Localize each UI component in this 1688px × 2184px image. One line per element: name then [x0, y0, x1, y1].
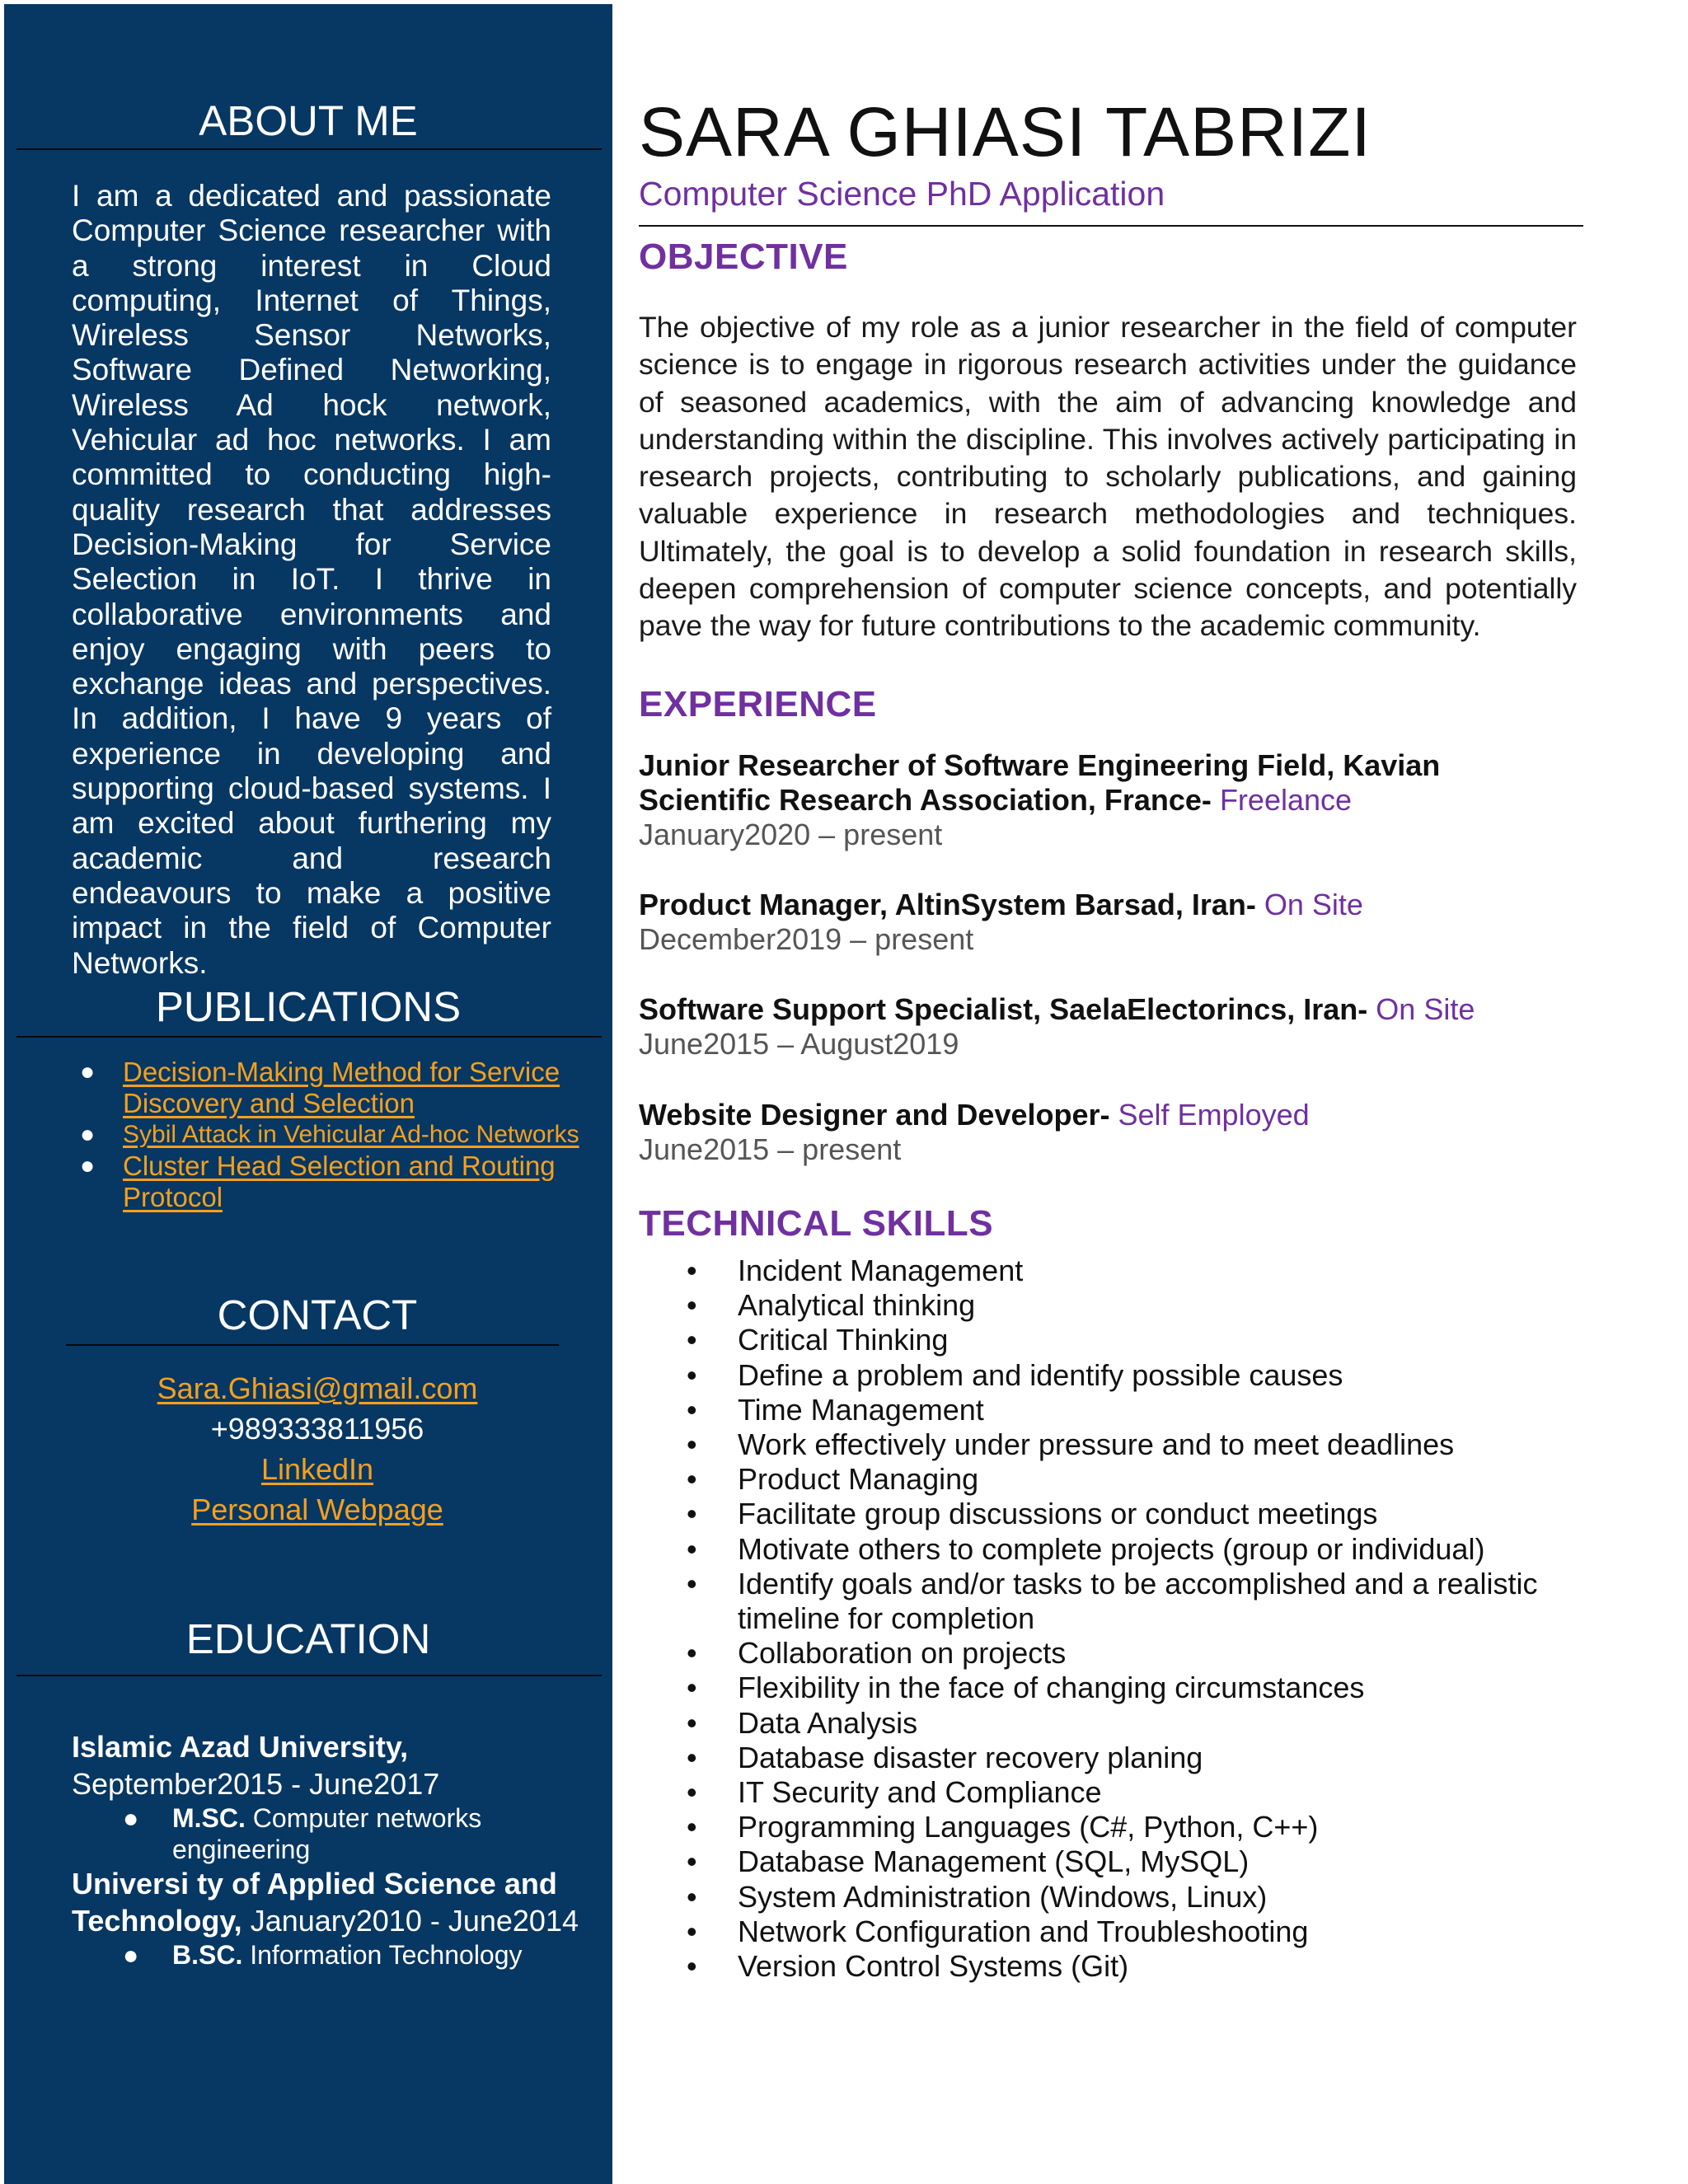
skill-item — [639, 1915, 1587, 1949]
experience-title: Junior Researcher of Software Engineering Field, Kavian Scientific Research Association, France- — [639, 748, 1441, 817]
skill-item — [639, 1880, 1587, 1915]
bullet-icon: ● — [123, 1940, 139, 1970]
publication-link[interactable]: Decision-Making Method for Service Discovery and Selection — [123, 1057, 560, 1118]
publications-heading: PUBLICATIONS — [155, 983, 462, 1030]
skill-label: Collaboration on projects — [738, 1636, 1067, 1671]
contact-heading: CONTACT — [217, 1291, 418, 1338]
bullet-icon: • — [687, 1810, 697, 1844]
education-dates: January2010 - June2014 — [250, 1904, 579, 1938]
publication-item — [72, 1151, 599, 1213]
bullet-icon: • — [687, 1914, 697, 1948]
bullet-icon: • — [687, 1392, 697, 1427]
skill-label: Programming Languages (C#, Python, C++) — [738, 1810, 1319, 1844]
publications-list — [72, 1057, 599, 1213]
skill-item — [639, 1810, 1587, 1844]
institution-name: Islamic Azad University, — [72, 1730, 409, 1764]
bullet-icon: • — [687, 1636, 697, 1671]
skill-label: IT Security and Compliance — [738, 1775, 1102, 1810]
skill-label: Time Management — [738, 1392, 984, 1427]
skill-label: Facilitate group discussions or conduct meetings — [738, 1497, 1378, 1531]
bullet-icon: • — [687, 1879, 697, 1914]
bullet-icon: • — [687, 1323, 697, 1357]
candidate-subtitle: Computer Science PhD Application — [639, 175, 1165, 213]
experience-dates: June2015 – present — [639, 1132, 902, 1166]
skill-item — [639, 1254, 1587, 1288]
experience-item — [639, 888, 1578, 957]
degree-field: Information Technology — [250, 1940, 523, 1970]
contact-block — [66, 1368, 569, 1530]
experience-type: Self Employed — [1118, 1098, 1310, 1132]
skill-label: Flexibility in the face of changing circumstances — [738, 1671, 1365, 1705]
skill-item — [639, 1358, 1587, 1393]
bullet-icon: • — [687, 1671, 697, 1705]
bullet-icon: • — [687, 1566, 697, 1601]
education-entry — [72, 1728, 616, 1865]
bullet-icon: • — [687, 1949, 697, 1984]
skills-list — [639, 1254, 1587, 1984]
experience-type: Freelance — [1219, 783, 1353, 817]
bullet-icon: • — [687, 1427, 697, 1462]
bullet-icon: • — [687, 1497, 697, 1531]
webpage-link[interactable]: Personal Webpage — [191, 1493, 443, 1526]
degree-line — [72, 1802, 616, 1865]
degree-name: M.SC. — [172, 1803, 246, 1833]
skill-label: Define a problem and identify possible causes — [738, 1357, 1343, 1392]
objective-text: The objective of my role as a junior researcher in the field of computer science is to engage in rigorous research activities under the guidance of seasoned academics, with the aim of advancing knowledge and understanding within the discipline. This involves actively participating in research projects, contributing to scholarly publications, and gaining valuable experience in research methodologies and techniques. Ultimately, the goal is to develop a solid foundation in research skills, deepen comprehension of computer science concepts, and potentially pave the way for future contributions to the academic community. — [639, 311, 1577, 643]
education-divider — [16, 1675, 602, 1676]
publication-item — [72, 1119, 599, 1151]
bullet-icon: • — [687, 1705, 697, 1740]
skill-label: Incident Management — [738, 1254, 1024, 1287]
candidate-name: SARA GHIASI TABRIZI — [639, 93, 1372, 171]
education-entry — [72, 1865, 616, 1971]
about-heading: ABOUT ME — [199, 97, 418, 144]
title-divider — [639, 225, 1583, 227]
bullet-icon: • — [687, 1740, 697, 1774]
skill-item — [639, 1567, 1587, 1636]
experience-item — [639, 1098, 1578, 1167]
bullet-icon: • — [687, 1531, 697, 1566]
skill-label: Database disaster recovery planing — [738, 1740, 1203, 1774]
bullet-icon: • — [687, 1254, 697, 1287]
institution-name: Universi ty of Applied Science and — [72, 1867, 557, 1900]
education-dates: September2015 - June2017 — [72, 1767, 440, 1801]
skill-item — [639, 1844, 1587, 1879]
education-heading: EDUCATION — [185, 1615, 431, 1662]
skill-label: Critical Thinking — [738, 1323, 949, 1357]
degree-line — [72, 1939, 616, 1971]
experience-item — [639, 748, 1578, 852]
bullet-icon: ● — [80, 1121, 96, 1148]
about-text: I am a dedicated and passionate Computer Science researcher with a strong interest in Cloud computing, Internet of Things, Wireless Sensor Networks, Software Defined Networking, Wireless Ad hock network, Vehicular ad hoc networks. I am committed to conducting high-quality research that addresses Decision-Making for Service Selection in IoT. I thrive in collaborative environments and enjoy engaging with peers to exchange ideas and perspectives. In addition, I have 9 years of experience in developing and supporting cloud-based systems. I am excited about furthering my academic and research endeavours to make a positive impact in the field of Computer Networks. — [72, 179, 551, 980]
publication-item — [72, 1057, 599, 1119]
experience-dates: December2019 – present — [639, 922, 974, 956]
skill-item — [639, 1949, 1587, 1984]
skill-item — [639, 1532, 1587, 1567]
skill-label: Identify goals and/or tasks to be accomplished and a realistic timeline for completion — [738, 1566, 1538, 1636]
experience-type: On Site — [1376, 992, 1475, 1026]
skill-label: Database Management (SQL, MySQL) — [738, 1844, 1250, 1879]
bullet-icon: • — [687, 1775, 697, 1810]
skill-item — [639, 1427, 1587, 1462]
skill-label: Version Control Systems (Git) — [738, 1949, 1129, 1984]
publications-divider — [16, 1036, 602, 1038]
bullet-icon: • — [687, 1844, 697, 1879]
about-divider — [16, 148, 602, 150]
skill-item — [639, 1775, 1587, 1810]
publication-link[interactable]: Cluster Head Selection and Routing Protocol — [123, 1151, 556, 1212]
experience-type: On Site — [1264, 888, 1363, 921]
skill-item — [639, 1706, 1587, 1741]
skill-item — [639, 1671, 1587, 1705]
experience-dates: January2020 – present — [639, 818, 943, 851]
experience-title: Website Designer and Developer- — [639, 1098, 1110, 1132]
degree-field: Computer networks engineering — [172, 1803, 482, 1864]
skills-heading: TECHNICAL SKILLS — [639, 1203, 994, 1244]
phone-number: +989333811956 — [210, 1412, 424, 1446]
bullet-icon: ● — [80, 1152, 96, 1179]
institution-name-cont: Technology, — [72, 1904, 242, 1938]
skill-item — [639, 1741, 1587, 1775]
experience-item — [639, 992, 1578, 1062]
experience-title: Software Support Specialist, SaelaElectorincs, Iran- — [639, 992, 1368, 1026]
skill-label: Product Managing — [738, 1462, 979, 1497]
linkedin-link[interactable]: LinkedIn — [260, 1452, 374, 1486]
bullet-icon: • — [687, 1288, 697, 1323]
bullet-icon: ● — [80, 1058, 96, 1085]
skill-label: Network Configuration and Troubleshooting — [738, 1914, 1309, 1948]
skill-label: Motivate others to complete projects (group or individual) — [738, 1531, 1485, 1566]
contact-divider — [66, 1344, 559, 1346]
objective-heading: OBJECTIVE — [639, 237, 848, 277]
skill-label: System Administration (Windows, Linux) — [738, 1879, 1268, 1914]
skill-item — [639, 1323, 1587, 1357]
education-block — [72, 1728, 616, 1971]
skill-item — [639, 1288, 1587, 1323]
bullet-icon: ● — [123, 1803, 139, 1833]
email-link[interactable]: Sara.Ghiasi@gmail.com — [157, 1371, 478, 1405]
bullet-icon: • — [687, 1357, 697, 1392]
skill-label: Analytical thinking — [738, 1288, 976, 1323]
experience-title: Product Manager, AltinSystem Barsad, Iran- — [639, 888, 1256, 921]
degree-name: B.SC. — [172, 1940, 243, 1970]
publication-link[interactable]: Sybil Attack in Vehicular Ad-hoc Networks — [123, 1121, 579, 1148]
experience-dates: June2015 – August2019 — [639, 1027, 959, 1061]
skill-label: Work effectively under pressure and to meet deadlines — [738, 1427, 1455, 1462]
skill-item — [639, 1497, 1587, 1531]
skill-label: Data Analysis — [738, 1705, 918, 1740]
experience-heading: EXPERIENCE — [639, 684, 877, 724]
skill-item — [639, 1393, 1587, 1427]
bullet-icon: • — [687, 1462, 697, 1497]
skill-item — [639, 1636, 1587, 1671]
skill-item — [639, 1462, 1587, 1497]
sidebar — [4, 4, 612, 2184]
